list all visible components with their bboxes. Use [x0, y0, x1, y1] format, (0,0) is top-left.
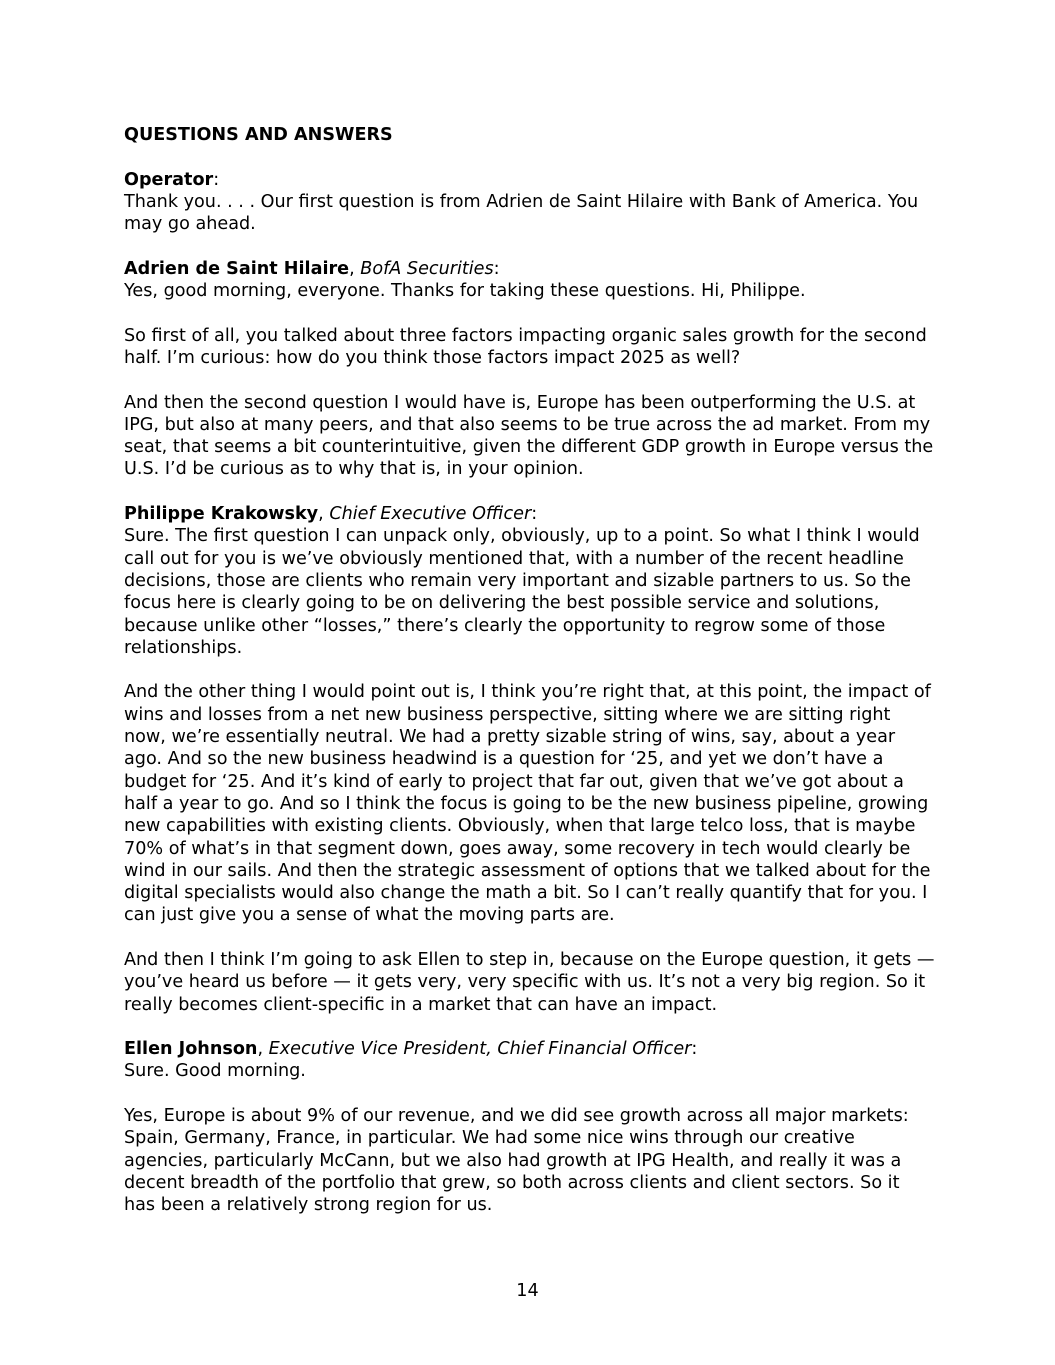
- paragraph: And then the second question I would have is, Europe has been outperforming the U.S. at IPG, but also at many peers, and that also seems to be true across the ad market. From my seat, that seems a bit counterintuitive, given the different GDP growth in Europe versus the U.S. I’d be curious as to why that is, in your opinion.: [124, 392, 934, 480]
- paragraph: Yes, Europe is about 9% of our revenue, and we did see growth across all major markets: Spain, Germany, France, in particular. We had some nice wins through our creative agencies, particularly McCann, but we also had growth at IPG Health, and really it was a decent breadth of the portfolio that grew, so both across clients and client sectors. So it has been a relatively strong region for us.: [124, 1106, 909, 1216]
- speaker-line: Adrien de Saint Hilaire, BofA Securities:: [124, 258, 500, 279]
- paragraph: Sure. Good morning.: [124, 1061, 306, 1082]
- page-number: 14: [516, 1281, 539, 1301]
- section-heading: QUESTIONS AND ANSWERS: [124, 125, 393, 145]
- speaker-affiliation: Executive Vice President, Chief Financial Officer: [268, 1039, 692, 1060]
- paragraph: So first of all, you talked about three factors impacting organic sales growth for the second half. I’m curious: how do you think those factors impact 2025 as well?: [124, 325, 927, 368]
- speaker-affiliation: Chief Executive Officer: [329, 504, 532, 525]
- paragraph: Yes, good morning, everyone. Thanks for taking these questions. Hi, Philippe.: [124, 281, 806, 302]
- speaker-line: Ellen Johnson, Executive Vice President, Chief Financial Officer:: [124, 1039, 698, 1060]
- paragraph: Thank you. . . . Our first question is from Adrien de Saint Hilaire with Bank of America. You may go ahead.: [124, 191, 919, 235]
- paragraph: And then I think I’m going to ask Ellen to step in, because on the Europe question, it gets — you’ve heard us before — it gets very, very specific with us. It’s not a very big region. So it really becomes client-specific in a market that can have an impact.: [124, 949, 935, 1015]
- speaker-block-philippe: [124, 503, 936, 1016]
- speaker-name: Ellen Johnson: [124, 1039, 258, 1060]
- paragraph: Sure. The first question I can unpack only, obviously, up to a point. So what I think I would call out for you is we’ve obviously mentioned that, with a number of the recent headline decisions, those are clients who remain very important and sizable partners to us. So the focus here is clearly going to be on delivering the best possible service and solutions, because unlike other “losses,” there’s clearly the opportunity to regrow some of those relationships.: [124, 526, 920, 658]
- transcript-page: [124, 124, 936, 1239]
- speaker-block-operator: [124, 169, 936, 236]
- paragraph: And the other thing I would point out is, I think you’re right that, at this point, the impact of wins and losses from a net new business perspective, sitting where we are sitting right now, we’re essentially neutral. We had a pretty sizable string of wins, say, about a year ago. And so the new business headwind is a question for ‘25, and yet we don’t have a budget for ‘25. And it’s kind of early to project that far out, given that we’ve got about a half a year to go. And so I think the focus is going to be the new business pipeline, growing new capabilities with existing clients. Obviously, when that large telco loss, that is maybe 70% of what’s in that segment down, goes away, some recovery in tech would clearly be wind in our sails. And then the strategic assessment of options that we talked about for the digital specialists would also change the math a bit. So I can’t really quantify that for you. I can just give you a sense of what the moving parts are.: [124, 682, 931, 926]
- speaker-name: Operator: [124, 169, 214, 190]
- speaker-block-ellen: [124, 1038, 936, 1216]
- speaker-line: Philippe Krakowsky, Chief Executive Officer:: [124, 504, 538, 525]
- speaker-block-adrien: [124, 258, 936, 481]
- speaker-name: Adrien de Saint Hilaire: [124, 258, 350, 279]
- speaker-affiliation: BofA Securities: [360, 258, 494, 279]
- speaker-name: Philippe Krakowsky: [124, 504, 319, 525]
- speaker-line: Operator:: [124, 169, 220, 190]
